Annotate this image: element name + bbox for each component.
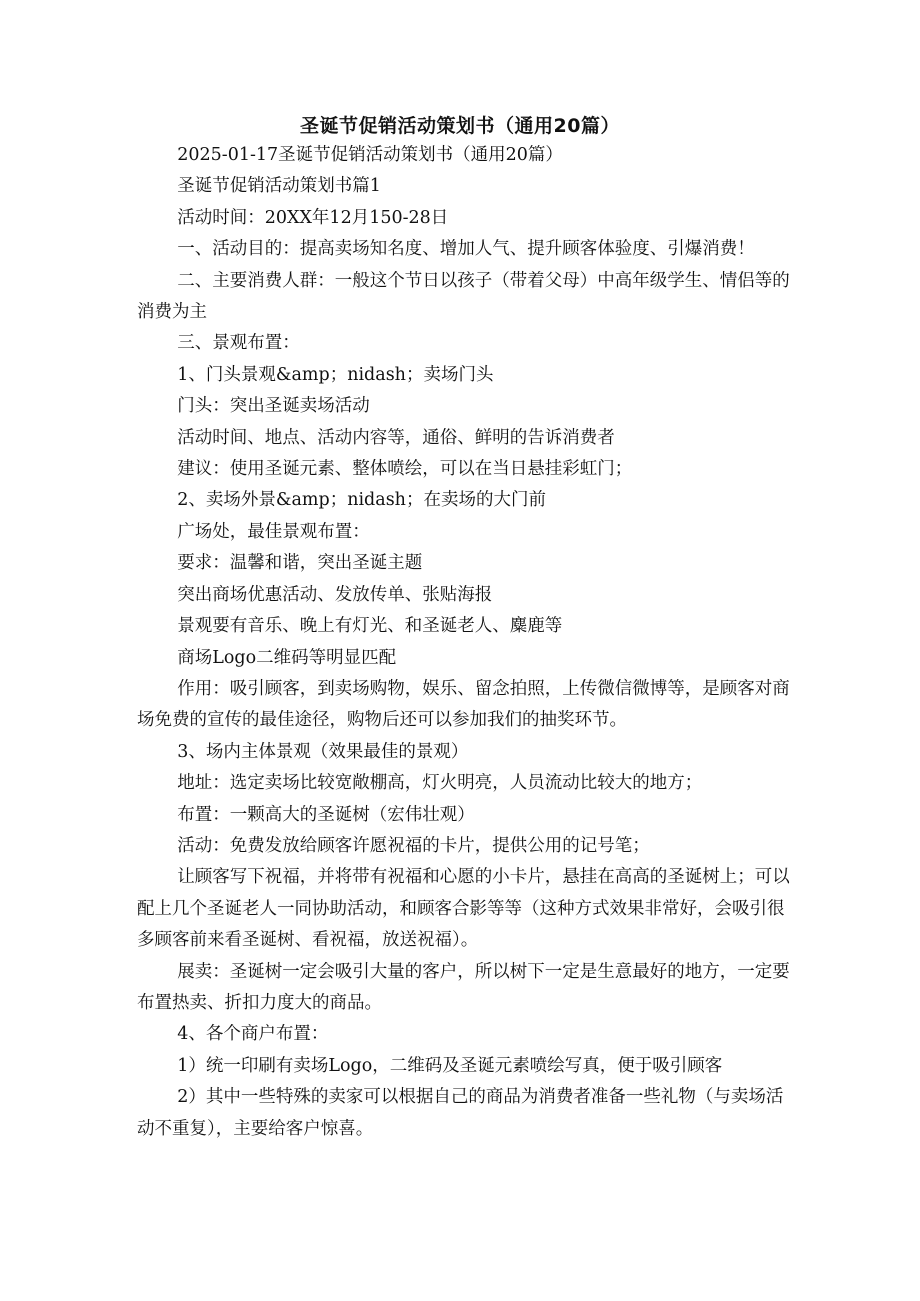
paragraph: 1、门头景观&amp；nidash；卖场门头 [177, 364, 494, 385]
paragraph: 建议：使用圣诞元素、整体喷绘，可以在当日悬挂彩虹门； [177, 459, 633, 480]
paragraph: 1）统一印刷有卖场Logo，二维码及圣诞元素喷绘写真，便于吸引顾客 [177, 1055, 723, 1076]
paragraph: 突出商场优惠活动、发放传单、张贴海报 [177, 584, 493, 605]
paragraph: 2、卖场外景&amp；nidash；在卖场的大门前 [177, 490, 546, 511]
paragraph: 活动时间、地点、活动内容等，通俗、鲜明的告诉消费者 [177, 427, 615, 448]
paragraph: 4、各个商户布置： [177, 1024, 329, 1045]
paragraph: 3、场内主体景观（效果最佳的景观） [177, 741, 469, 762]
paragraph: 广场处，最佳景观布置： [177, 521, 370, 542]
paragraph: 展卖：圣诞树一定会吸引大量的客户，所以树下一定是生意最好的地方，一定要布置热卖、折扣力度大的商品。 [137, 961, 790, 1013]
paragraph: 门头：突出圣诞卖场活动 [177, 396, 370, 417]
paragraph: 圣诞节促销活动策划书篇1 [177, 176, 381, 197]
paragraph: 一、活动目的：提高卖场知名度、增加人气、提升顾客体验度、引爆消费！ [177, 239, 755, 260]
document-title: 圣诞节促销活动策划书（通用20篇） [300, 115, 620, 137]
paragraph: 作用：吸引顾客，到卖场购物，娱乐、留念拍照，上传微信微博等，是顾客对商场免费的宣传的最佳途径，购物后还可以参加我们的抽奖环节。 [137, 678, 790, 731]
paragraph: 2）其中一些特殊的卖家可以根据自己的商品为消费者准备一些礼物（与卖场活动不重复），主要给客户惊喜。 [137, 1087, 784, 1139]
paragraph: 让顾客写下祝福，并将带有祝福和心愿的小卡片，悬挂在高高的圣诞树上；可以配上几个圣诞老人一同协助活动，和顾客合影等等（这种方式效果非常好，会吸引很多顾客前来看圣诞树、看祝福，放送祝福）。 [137, 867, 790, 951]
paragraph: 二、主要消费人群：一般这个节日以孩子（带着父母）中高年级学生、情侣等的消费为主 [137, 270, 790, 323]
paragraph: 景观要有音乐、晚上有灯光、和圣诞老人、麋鹿等 [177, 616, 563, 637]
paragraph: 2025-01-17圣诞节促销活动策划书（通用20篇） [177, 145, 563, 165]
paragraph: 要求：温馨和谐，突出圣诞主题 [177, 553, 423, 574]
document-body [137, 140, 797, 1145]
paragraph: 活动：免费发放给顾客许愿祝福的卡片，提供公用的记号笔； [177, 835, 650, 856]
paragraph: 商场Logo二维码等明显匹配 [177, 647, 397, 668]
paragraph: 活动时间：20XX年12月150-28日 [177, 207, 449, 228]
paragraph: 布置：一颗高大的圣诞树（宏伟壮观） [177, 804, 475, 825]
paragraph: 三、景观布置： [177, 333, 300, 354]
paragraph: 地址：选定卖场比较宽敞棚高，灯火明亮，人员流动比较大的地方； [177, 773, 703, 794]
